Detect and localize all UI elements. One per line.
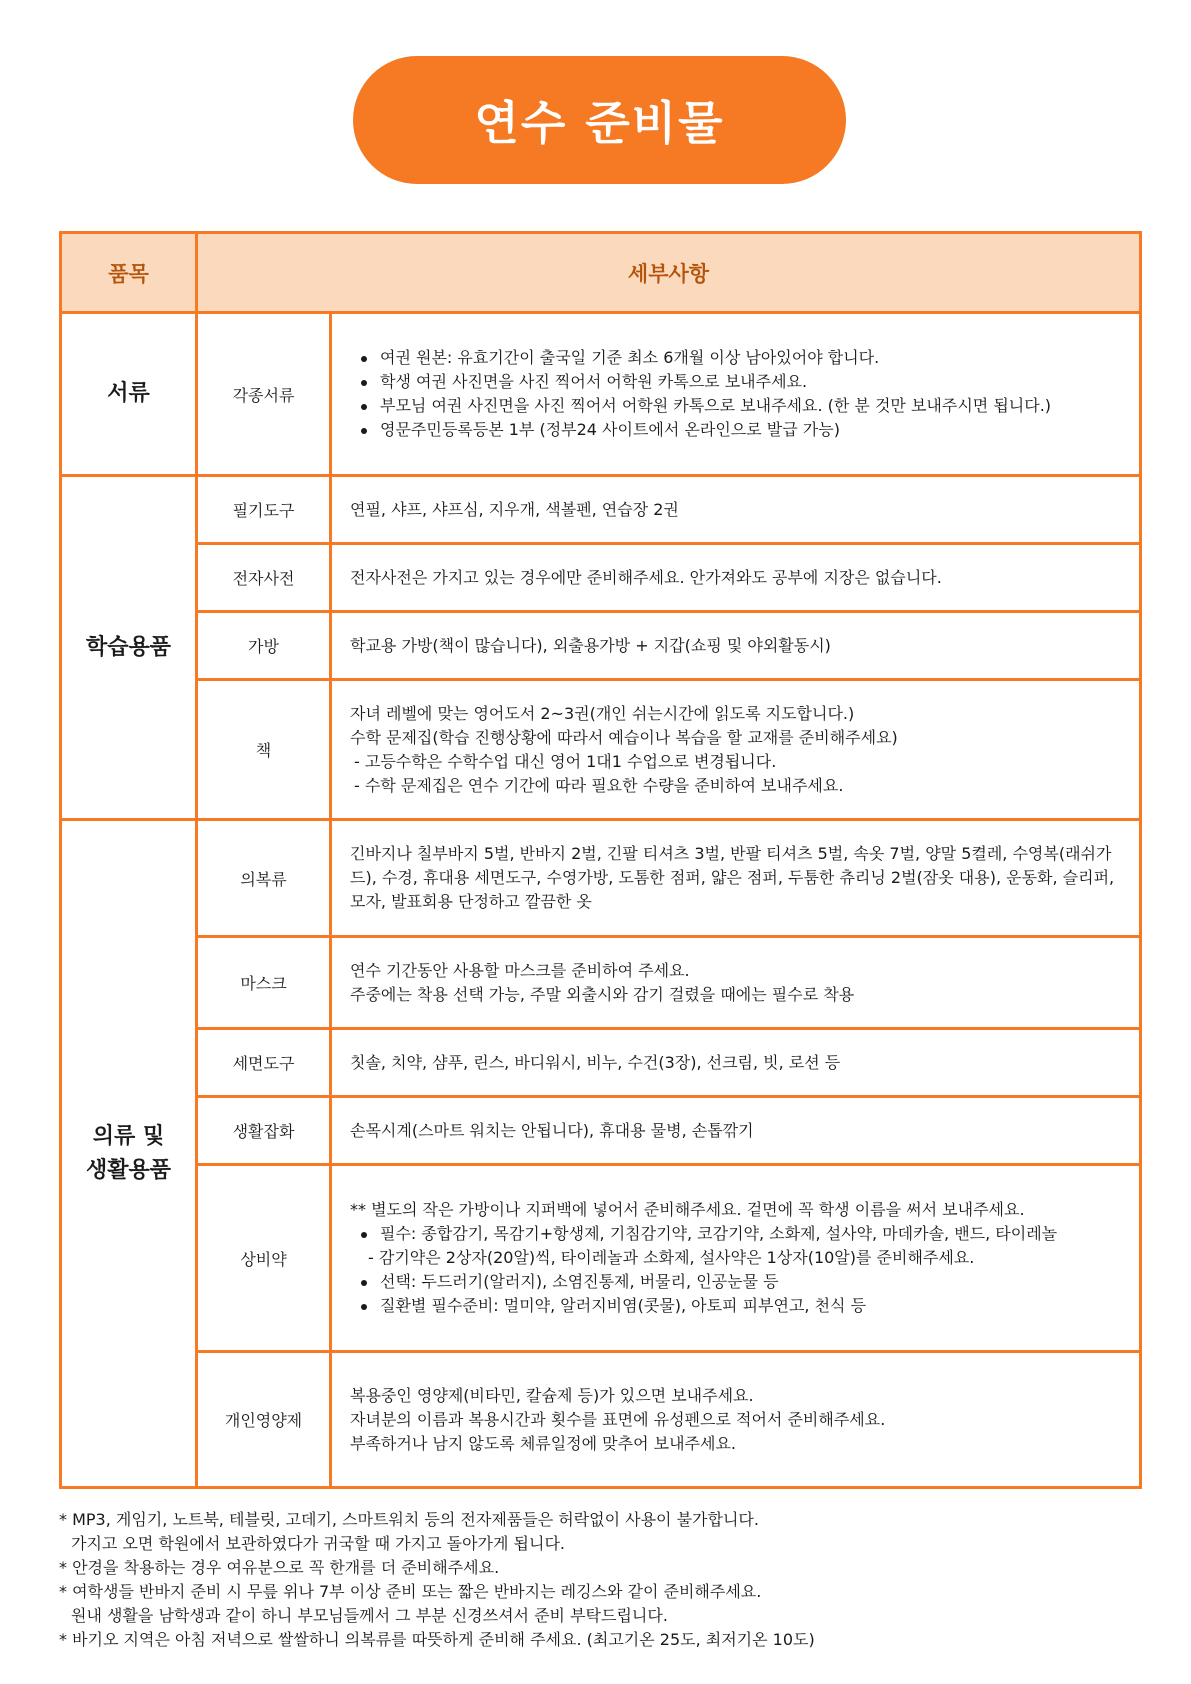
documents-list bbox=[350, 346, 1121, 442]
list-item: 필수: 종합감기, 목감기+항생제, 기침감기약, 코감기약, 소화제, 설사약, 마데카솔, 밴드, 타이레놀 bbox=[350, 1222, 1121, 1246]
list-item: 학생 여권 사진면을 사진 찍어서 어학원 카톡으로 보내주세요. bbox=[350, 370, 1121, 394]
item-dictionary: 전자사전 bbox=[197, 544, 331, 612]
page-title-banner bbox=[353, 56, 846, 184]
detail-documents bbox=[331, 313, 1141, 476]
mask-line: 연수 기간동안 사용할 마스크를 준비하여 주세요. bbox=[350, 960, 690, 980]
category-living bbox=[61, 820, 197, 1488]
clothes-line: 모자, 발표회용 단정하고 깔끔한 옷 bbox=[350, 892, 592, 911]
item-goods: 생활잡화 bbox=[197, 1097, 331, 1165]
detail-supplement bbox=[331, 1352, 1141, 1488]
detail-dictionary: 전자사전은 가지고 있는 경우에만 준비해주세요. 안가져와도 공부에 지장은 없습니다. bbox=[331, 544, 1141, 612]
table-row bbox=[61, 820, 1141, 937]
page-title: 연수 준비물 bbox=[474, 96, 725, 150]
footnote: * 여학생들 반바지 준비 시 무릎 위나 7부 이상 준비 또는 짧은 반바지는 레깅스와 같이 준비해주세요. bbox=[59, 1582, 762, 1601]
footnote: * 바기오 지역은 아침 저녁으로 쌀쌀하니 의복류를 따뜻하게 준비해 주세요. (최고기온 25도, 최저기온 10도) bbox=[59, 1630, 815, 1649]
detail-toiletries: 칫솔, 치약, 샴푸, 린스, 바디워시, 비누, 수건(3장), 선크림, 빗, 로션 등 bbox=[331, 1029, 1141, 1097]
item-mask: 마스크 bbox=[197, 937, 331, 1029]
table-row bbox=[61, 1165, 1141, 1352]
item-toiletries: 세면도구 bbox=[197, 1029, 331, 1097]
table-row bbox=[61, 544, 1141, 612]
list-item: 영문주민등록등본 1부 (정부24 사이트에서 온라인으로 발급 가능) bbox=[350, 418, 1121, 442]
category-living-line2: 생활용품 bbox=[85, 1157, 171, 1183]
book-line: - 수학 문제집은 연수 기간에 따라 필요한 수량을 준비하여 보내주세요. bbox=[354, 775, 844, 795]
category-study: 학습용품 bbox=[61, 476, 197, 820]
detail-goods: 손목시계(스마트 워치는 안됩니다), 휴대용 물병, 손톱깎기 bbox=[331, 1097, 1141, 1165]
preparation-table bbox=[59, 231, 1142, 1489]
clothes-line: 긴바지나 칠부바지 5벌, 반바지 2벌, 긴팔 티셔츠 3벌, 반팔 티셔츠 5벌, 속옷 7벌, 양말 5켤레, 수영복(래쉬가 bbox=[350, 844, 1112, 863]
table-row bbox=[61, 476, 1141, 544]
supplement-line: 부족하거나 남지 않도록 체류일정에 맞추어 보내주세요. bbox=[350, 1433, 737, 1453]
detail-clothes bbox=[331, 820, 1141, 937]
detail-book bbox=[331, 680, 1141, 820]
book-line: - 고등수학은 수학수업 대신 영어 1대1 수업으로 변경됩니다. bbox=[354, 751, 777, 771]
supplement-line: 자녀분의 이름과 복용시간과 횟수를 표면에 유성펜으로 적어서 준비해주세요. bbox=[350, 1409, 886, 1429]
item-writing: 필기도구 bbox=[197, 476, 331, 544]
footnote: * 안경을 착용하는 경우 여유분으로 꼭 한개를 더 준비해주세요. bbox=[59, 1558, 500, 1577]
book-line: 수학 문제집(학습 진행상황에 따라서 예습이나 복습을 할 교재를 준비해주세요) bbox=[350, 727, 898, 747]
table-row bbox=[61, 680, 1141, 820]
book-line: 자녀 레벨에 맞는 영어도서 2~3권(개인 쉬는시간에 읽도록 지도합니다.) bbox=[350, 703, 855, 723]
footnotes bbox=[59, 1508, 1142, 1652]
mask-line: 주중에는 착용 선택 가능, 주말 외출시와 감기 걸렸을 때에는 필수로 착용 bbox=[350, 984, 855, 1004]
table-row bbox=[61, 612, 1141, 680]
list-item: 선택: 두드러기(알러지), 소염진통제, 버물리, 인공눈물 등 bbox=[350, 1270, 1121, 1294]
item-book: 책 bbox=[197, 680, 331, 820]
medicine-note: ** 별도의 작은 가방이나 지퍼백에 넣어서 준비해주세요. 겉면에 꼭 학생 이름을 써서 보내주세요. bbox=[350, 1200, 1025, 1219]
table-row bbox=[61, 1097, 1141, 1165]
clothes-line: 드), 수경, 휴대용 세면도구, 수영가방, 도톰한 점퍼, 얇은 점퍼, 두툼한 츄리닝 2벌(잠옷 대용), 운동화, 슬리퍼, bbox=[350, 868, 1115, 887]
detail-bag: 학교용 가방(책이 많습니다), 외출용가방 + 지갑(쇼핑 및 야외활동시) bbox=[331, 612, 1141, 680]
medicine-list-2 bbox=[350, 1270, 1121, 1318]
list-item: 부모님 여권 사진면을 사진 찍어서 어학원 카톡으로 보내주세요. (한 분 것만 보내주시면 됩니다.) bbox=[350, 394, 1121, 418]
item-clothes: 의복류 bbox=[197, 820, 331, 937]
item-documents: 각종서류 bbox=[197, 313, 331, 476]
detail-writing: 연필, 샤프, 샤프심, 지우개, 색볼펜, 연습장 2권 bbox=[331, 476, 1141, 544]
detail-mask bbox=[331, 937, 1141, 1029]
footnote-continued: 가지고 오면 학원에서 보관하였다가 귀국할 때 가지고 돌아가게 됩니다. bbox=[71, 1534, 565, 1553]
footnote-continued: 원내 생활을 남학생과 같이 하니 부모님들께서 그 부분 신경쓰셔서 준비 부탁드립니다. bbox=[71, 1606, 668, 1625]
table-row bbox=[61, 1029, 1141, 1097]
detail-medicine bbox=[331, 1165, 1141, 1352]
item-supplement: 개인영양제 bbox=[197, 1352, 331, 1488]
category-documents: 서류 bbox=[61, 313, 197, 476]
header-detail: 세부사항 bbox=[197, 233, 1141, 313]
table-row bbox=[61, 313, 1141, 476]
footnote: * MP3, 게임기, 노트북, 테블릿, 고데기, 스마트워치 등의 전자제품들은 허락없이 사용이 불가합니다. bbox=[59, 1510, 759, 1529]
medicine-list bbox=[350, 1222, 1121, 1246]
table-row bbox=[61, 937, 1141, 1029]
list-item: 여권 원본: 유효기간이 출국일 기준 최소 6개월 이상 남아있어야 합니다. bbox=[350, 346, 1121, 370]
item-medicine: 상비약 bbox=[197, 1165, 331, 1352]
item-bag: 가방 bbox=[197, 612, 331, 680]
medicine-sub: - 감기약은 2상자(20알)씩, 타이레놀과 소화제, 설사약은 1상자(10알)를 준비해주세요. bbox=[368, 1248, 975, 1267]
header-item: 품목 bbox=[61, 233, 197, 313]
table-header-row bbox=[61, 233, 1141, 313]
category-living-line1: 의류 및 bbox=[92, 1123, 165, 1149]
table-row bbox=[61, 1352, 1141, 1488]
list-item: 질환별 필수준비: 멀미약, 알러지비염(콧물), 아토피 피부연고, 천식 등 bbox=[350, 1294, 1121, 1318]
supplement-line: 복용중인 영양제(비타민, 칼슘제 등)가 있으면 보내주세요. bbox=[350, 1385, 754, 1405]
